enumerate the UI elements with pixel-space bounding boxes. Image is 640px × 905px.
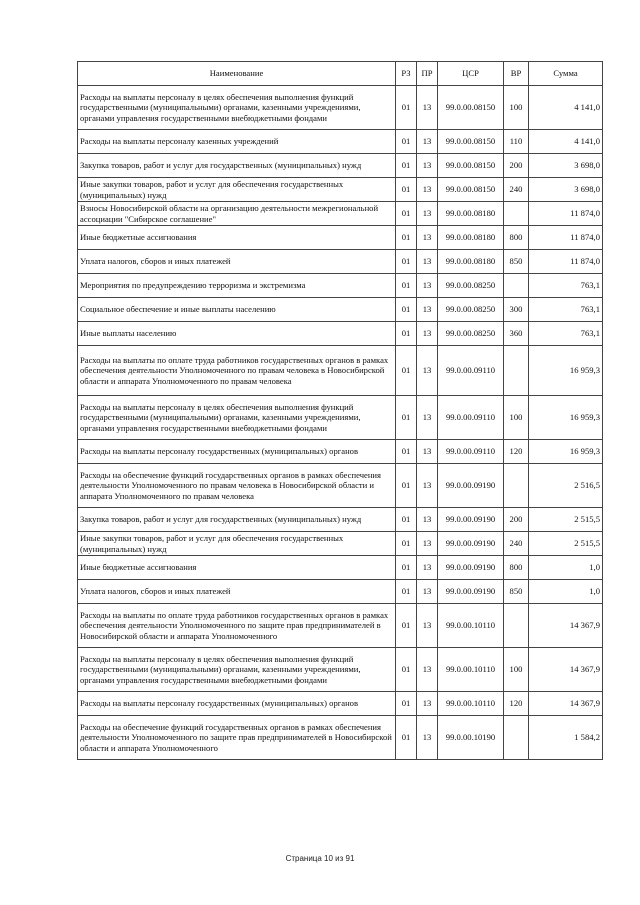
- row-csr-cell: 99.0.00.08180: [438, 226, 504, 250]
- row-vr-cell: 120: [504, 692, 529, 716]
- row-vr-cell: 240: [504, 532, 529, 556]
- row-csr-cell: 99.0.00.09190: [438, 556, 504, 580]
- row-pr-cell: 13: [417, 648, 438, 692]
- row-rz-cell: 01: [396, 226, 417, 250]
- row-csr-cell: 99.0.00.09110: [438, 396, 504, 440]
- row-vr-cell: [504, 716, 529, 760]
- table-row: [78, 604, 603, 648]
- row-vr-cell: 800: [504, 226, 529, 250]
- row-pr-cell: 13: [417, 226, 438, 250]
- row-sum-cell: 11 874,0: [529, 202, 603, 226]
- row-rz-cell: 01: [396, 440, 417, 464]
- row-sum-cell: 3 698,0: [529, 154, 603, 178]
- table-row: [78, 298, 603, 322]
- table-row: [78, 580, 603, 604]
- row-sum-cell: 16 959,3: [529, 396, 603, 440]
- row-pr-cell: 13: [417, 346, 438, 396]
- row-sum-cell: 1 584,2: [529, 716, 603, 760]
- row-pr-cell: 13: [417, 130, 438, 154]
- row-rz-cell: 01: [396, 178, 417, 202]
- row-sum-cell: 4 141,0: [529, 130, 603, 154]
- row-name-cell: Уплата налогов, сборов и иных платежей: [78, 250, 396, 274]
- table-row: [78, 692, 603, 716]
- row-sum-cell: 14 367,9: [529, 648, 603, 692]
- table-row: [78, 86, 603, 130]
- row-pr-cell: 13: [417, 322, 438, 346]
- row-rz-cell: 01: [396, 464, 417, 508]
- row-csr-cell: 99.0.00.08250: [438, 298, 504, 322]
- row-name-cell: Иные закупки товаров, работ и услуг для обеспечения государственных (муниципальных) нужд: [78, 532, 396, 556]
- header-vr: ВР: [504, 62, 529, 86]
- row-rz-cell: 01: [396, 556, 417, 580]
- row-csr-cell: 99.0.00.10190: [438, 716, 504, 760]
- header-sum: Сумма: [529, 62, 603, 86]
- row-pr-cell: 13: [417, 396, 438, 440]
- row-sum-cell: 2 515,5: [529, 508, 603, 532]
- row-rz-cell: 01: [396, 346, 417, 396]
- row-name-cell: Расходы на выплаты персоналу в целях обеспечения выполнения функций государственными (муниципальными) органами, казенными учреждениями, органами управления государственными внебюджетными фондами: [78, 86, 396, 130]
- row-rz-cell: 01: [396, 532, 417, 556]
- table-row: [78, 322, 603, 346]
- row-sum-cell: 1,0: [529, 556, 603, 580]
- row-csr-cell: 99.0.00.09190: [438, 464, 504, 508]
- row-vr-cell: 200: [504, 508, 529, 532]
- row-csr-cell: 99.0.00.08250: [438, 274, 504, 298]
- table-row: [78, 154, 603, 178]
- row-csr-cell: 99.0.00.09110: [438, 346, 504, 396]
- row-vr-cell: 100: [504, 86, 529, 130]
- row-sum-cell: 14 367,9: [529, 692, 603, 716]
- row-sum-cell: 4 141,0: [529, 86, 603, 130]
- header-name: Наименование: [78, 62, 396, 86]
- row-pr-cell: 13: [417, 692, 438, 716]
- row-sum-cell: 1,0: [529, 580, 603, 604]
- row-pr-cell: 13: [417, 532, 438, 556]
- row-rz-cell: 01: [396, 716, 417, 760]
- row-name-cell: Социальное обеспечение и иные выплаты населению: [78, 298, 396, 322]
- table-row: [78, 556, 603, 580]
- row-name-cell: Расходы на обеспечение функций государственных органов в рамках обеспечения деятельности Уполномоченного по защите прав предпринимателей в Новосибирской области и аппарата Уполномоченного: [78, 716, 396, 760]
- row-name-cell: Закупка товаров, работ и услуг для государственных (муниципальных) нужд: [78, 154, 396, 178]
- table-row: [78, 508, 603, 532]
- table-row: [78, 346, 603, 396]
- header-csr: ЦСР: [438, 62, 504, 86]
- table-row: [78, 464, 603, 508]
- row-pr-cell: 13: [417, 250, 438, 274]
- row-rz-cell: 01: [396, 86, 417, 130]
- row-rz-cell: 01: [396, 154, 417, 178]
- row-name-cell: Расходы на выплаты персоналу казенных учреждений: [78, 130, 396, 154]
- row-rz-cell: 01: [396, 250, 417, 274]
- row-rz-cell: 01: [396, 130, 417, 154]
- row-pr-cell: 13: [417, 464, 438, 508]
- row-csr-cell: 99.0.00.08180: [438, 250, 504, 274]
- row-sum-cell: 2 516,5: [529, 464, 603, 508]
- row-vr-cell: [504, 604, 529, 648]
- row-vr-cell: 100: [504, 648, 529, 692]
- row-pr-cell: 13: [417, 440, 438, 464]
- row-sum-cell: 11 874,0: [529, 250, 603, 274]
- row-pr-cell: 13: [417, 604, 438, 648]
- row-csr-cell: 99.0.00.08150: [438, 178, 504, 202]
- row-name-cell: Иные бюджетные ассигнования: [78, 556, 396, 580]
- row-vr-cell: 110: [504, 130, 529, 154]
- row-pr-cell: 13: [417, 274, 438, 298]
- row-name-cell: Уплата налогов, сборов и иных платежей: [78, 580, 396, 604]
- row-rz-cell: 01: [396, 580, 417, 604]
- row-vr-cell: 800: [504, 556, 529, 580]
- row-vr-cell: 100: [504, 396, 529, 440]
- row-csr-cell: 99.0.00.10110: [438, 604, 504, 648]
- row-vr-cell: 850: [504, 250, 529, 274]
- row-vr-cell: 360: [504, 322, 529, 346]
- row-sum-cell: 763,1: [529, 274, 603, 298]
- row-vr-cell: [504, 274, 529, 298]
- row-name-cell: Расходы на выплаты по оплате труда работников государственных органов в рамках обеспечения деятельности Уполномоченного по правам человека в Новосибирской области и аппарата Уполномоченного по правам человека: [78, 346, 396, 396]
- row-csr-cell: 99.0.00.08150: [438, 130, 504, 154]
- row-csr-cell: 99.0.00.09190: [438, 580, 504, 604]
- row-pr-cell: 13: [417, 202, 438, 226]
- row-rz-cell: 01: [396, 274, 417, 298]
- row-name-cell: Расходы на выплаты персоналу в целях обеспечения выполнения функций государственными (муниципальными) органами, казенными учреждениями, органами управления государственными внебюджетными фондами: [78, 648, 396, 692]
- header-pr: ПР: [417, 62, 438, 86]
- row-name-cell: Расходы на обеспечение функций государственных органов в рамках обеспечения деятельности Уполномоченного по правам человека в Новосибирской области и аппарата Уполномоченного по правам человека: [78, 464, 396, 508]
- table-row: [78, 440, 603, 464]
- row-sum-cell: 16 959,3: [529, 346, 603, 396]
- row-sum-cell: 2 515,5: [529, 532, 603, 556]
- row-rz-cell: 01: [396, 396, 417, 440]
- row-name-cell: Иные бюджетные ассигнования: [78, 226, 396, 250]
- row-vr-cell: 850: [504, 580, 529, 604]
- row-csr-cell: 99.0.00.09190: [438, 508, 504, 532]
- table-row: [78, 532, 603, 556]
- table-row: [78, 648, 603, 692]
- budget-table: [77, 61, 603, 760]
- page-number: Страница 10 из 91: [285, 854, 355, 863]
- row-csr-cell: 99.0.00.08250: [438, 322, 504, 346]
- row-csr-cell: 99.0.00.10110: [438, 648, 504, 692]
- row-name-cell: Иные выплаты населению: [78, 322, 396, 346]
- row-pr-cell: 13: [417, 154, 438, 178]
- row-name-cell: Мероприятия по предупреждению терроризма и экстремизма: [78, 274, 396, 298]
- table-header: [78, 62, 603, 86]
- row-vr-cell: [504, 464, 529, 508]
- row-name-cell: Расходы на выплаты персоналу государственных (муниципальных) органов: [78, 692, 396, 716]
- row-sum-cell: 16 959,3: [529, 440, 603, 464]
- table-row: [78, 202, 603, 226]
- table-row: [78, 250, 603, 274]
- row-sum-cell: 763,1: [529, 322, 603, 346]
- row-csr-cell: 99.0.00.09110: [438, 440, 504, 464]
- row-rz-cell: 01: [396, 298, 417, 322]
- row-vr-cell: [504, 202, 529, 226]
- row-csr-cell: 99.0.00.08150: [438, 86, 504, 130]
- row-csr-cell: 99.0.00.10110: [438, 692, 504, 716]
- row-pr-cell: 13: [417, 716, 438, 760]
- table-row: [78, 130, 603, 154]
- row-vr-cell: 300: [504, 298, 529, 322]
- header-row: [78, 62, 603, 86]
- table-row: [78, 178, 603, 202]
- row-name-cell: Расходы на выплаты персоналу в целях обеспечения выполнения функций государственными (муниципальными) органами, казенными учреждениями, органами управления государственными внебюджетными фондами: [78, 396, 396, 440]
- row-pr-cell: 13: [417, 556, 438, 580]
- row-rz-cell: 01: [396, 692, 417, 716]
- row-vr-cell: [504, 346, 529, 396]
- table-row: [78, 396, 603, 440]
- row-vr-cell: 200: [504, 154, 529, 178]
- row-rz-cell: 01: [396, 508, 417, 532]
- row-sum-cell: 763,1: [529, 298, 603, 322]
- row-rz-cell: 01: [396, 322, 417, 346]
- row-name-cell: Расходы на выплаты персоналу государственных (муниципальных) органов: [78, 440, 396, 464]
- table-row: [78, 716, 603, 760]
- row-sum-cell: 3 698,0: [529, 178, 603, 202]
- row-vr-cell: 120: [504, 440, 529, 464]
- row-pr-cell: 13: [417, 178, 438, 202]
- row-pr-cell: 13: [417, 508, 438, 532]
- table-row: [78, 274, 603, 298]
- row-name-cell: Расходы на выплаты по оплате труда работников государственных органов в рамках обеспечения деятельности Уполномоченного по защите прав предпринимателей в Новосибирской области и аппарата Уполномоченного: [78, 604, 396, 648]
- row-pr-cell: 13: [417, 580, 438, 604]
- row-rz-cell: 01: [396, 604, 417, 648]
- row-rz-cell: 01: [396, 202, 417, 226]
- header-rz: РЗ: [396, 62, 417, 86]
- table-row: [78, 226, 603, 250]
- row-name-cell: Закупка товаров, работ и услуг для государственных (муниципальных) нужд: [78, 508, 396, 532]
- row-csr-cell: 99.0.00.09190: [438, 532, 504, 556]
- table-body: [78, 86, 603, 760]
- row-name-cell: Взносы Новосибирской области на организацию деятельности межрегиональной ассоциации "Сибирское соглашение": [78, 202, 396, 226]
- row-csr-cell: 99.0.00.08150: [438, 154, 504, 178]
- row-pr-cell: 13: [417, 298, 438, 322]
- row-vr-cell: 240: [504, 178, 529, 202]
- row-pr-cell: 13: [417, 86, 438, 130]
- row-csr-cell: 99.0.00.08180: [438, 202, 504, 226]
- row-name-cell: Иные закупки товаров, работ и услуг для обеспечения государственных (муниципальных) нужд: [78, 178, 396, 202]
- row-sum-cell: 11 874,0: [529, 226, 603, 250]
- row-rz-cell: 01: [396, 648, 417, 692]
- row-sum-cell: 14 367,9: [529, 604, 603, 648]
